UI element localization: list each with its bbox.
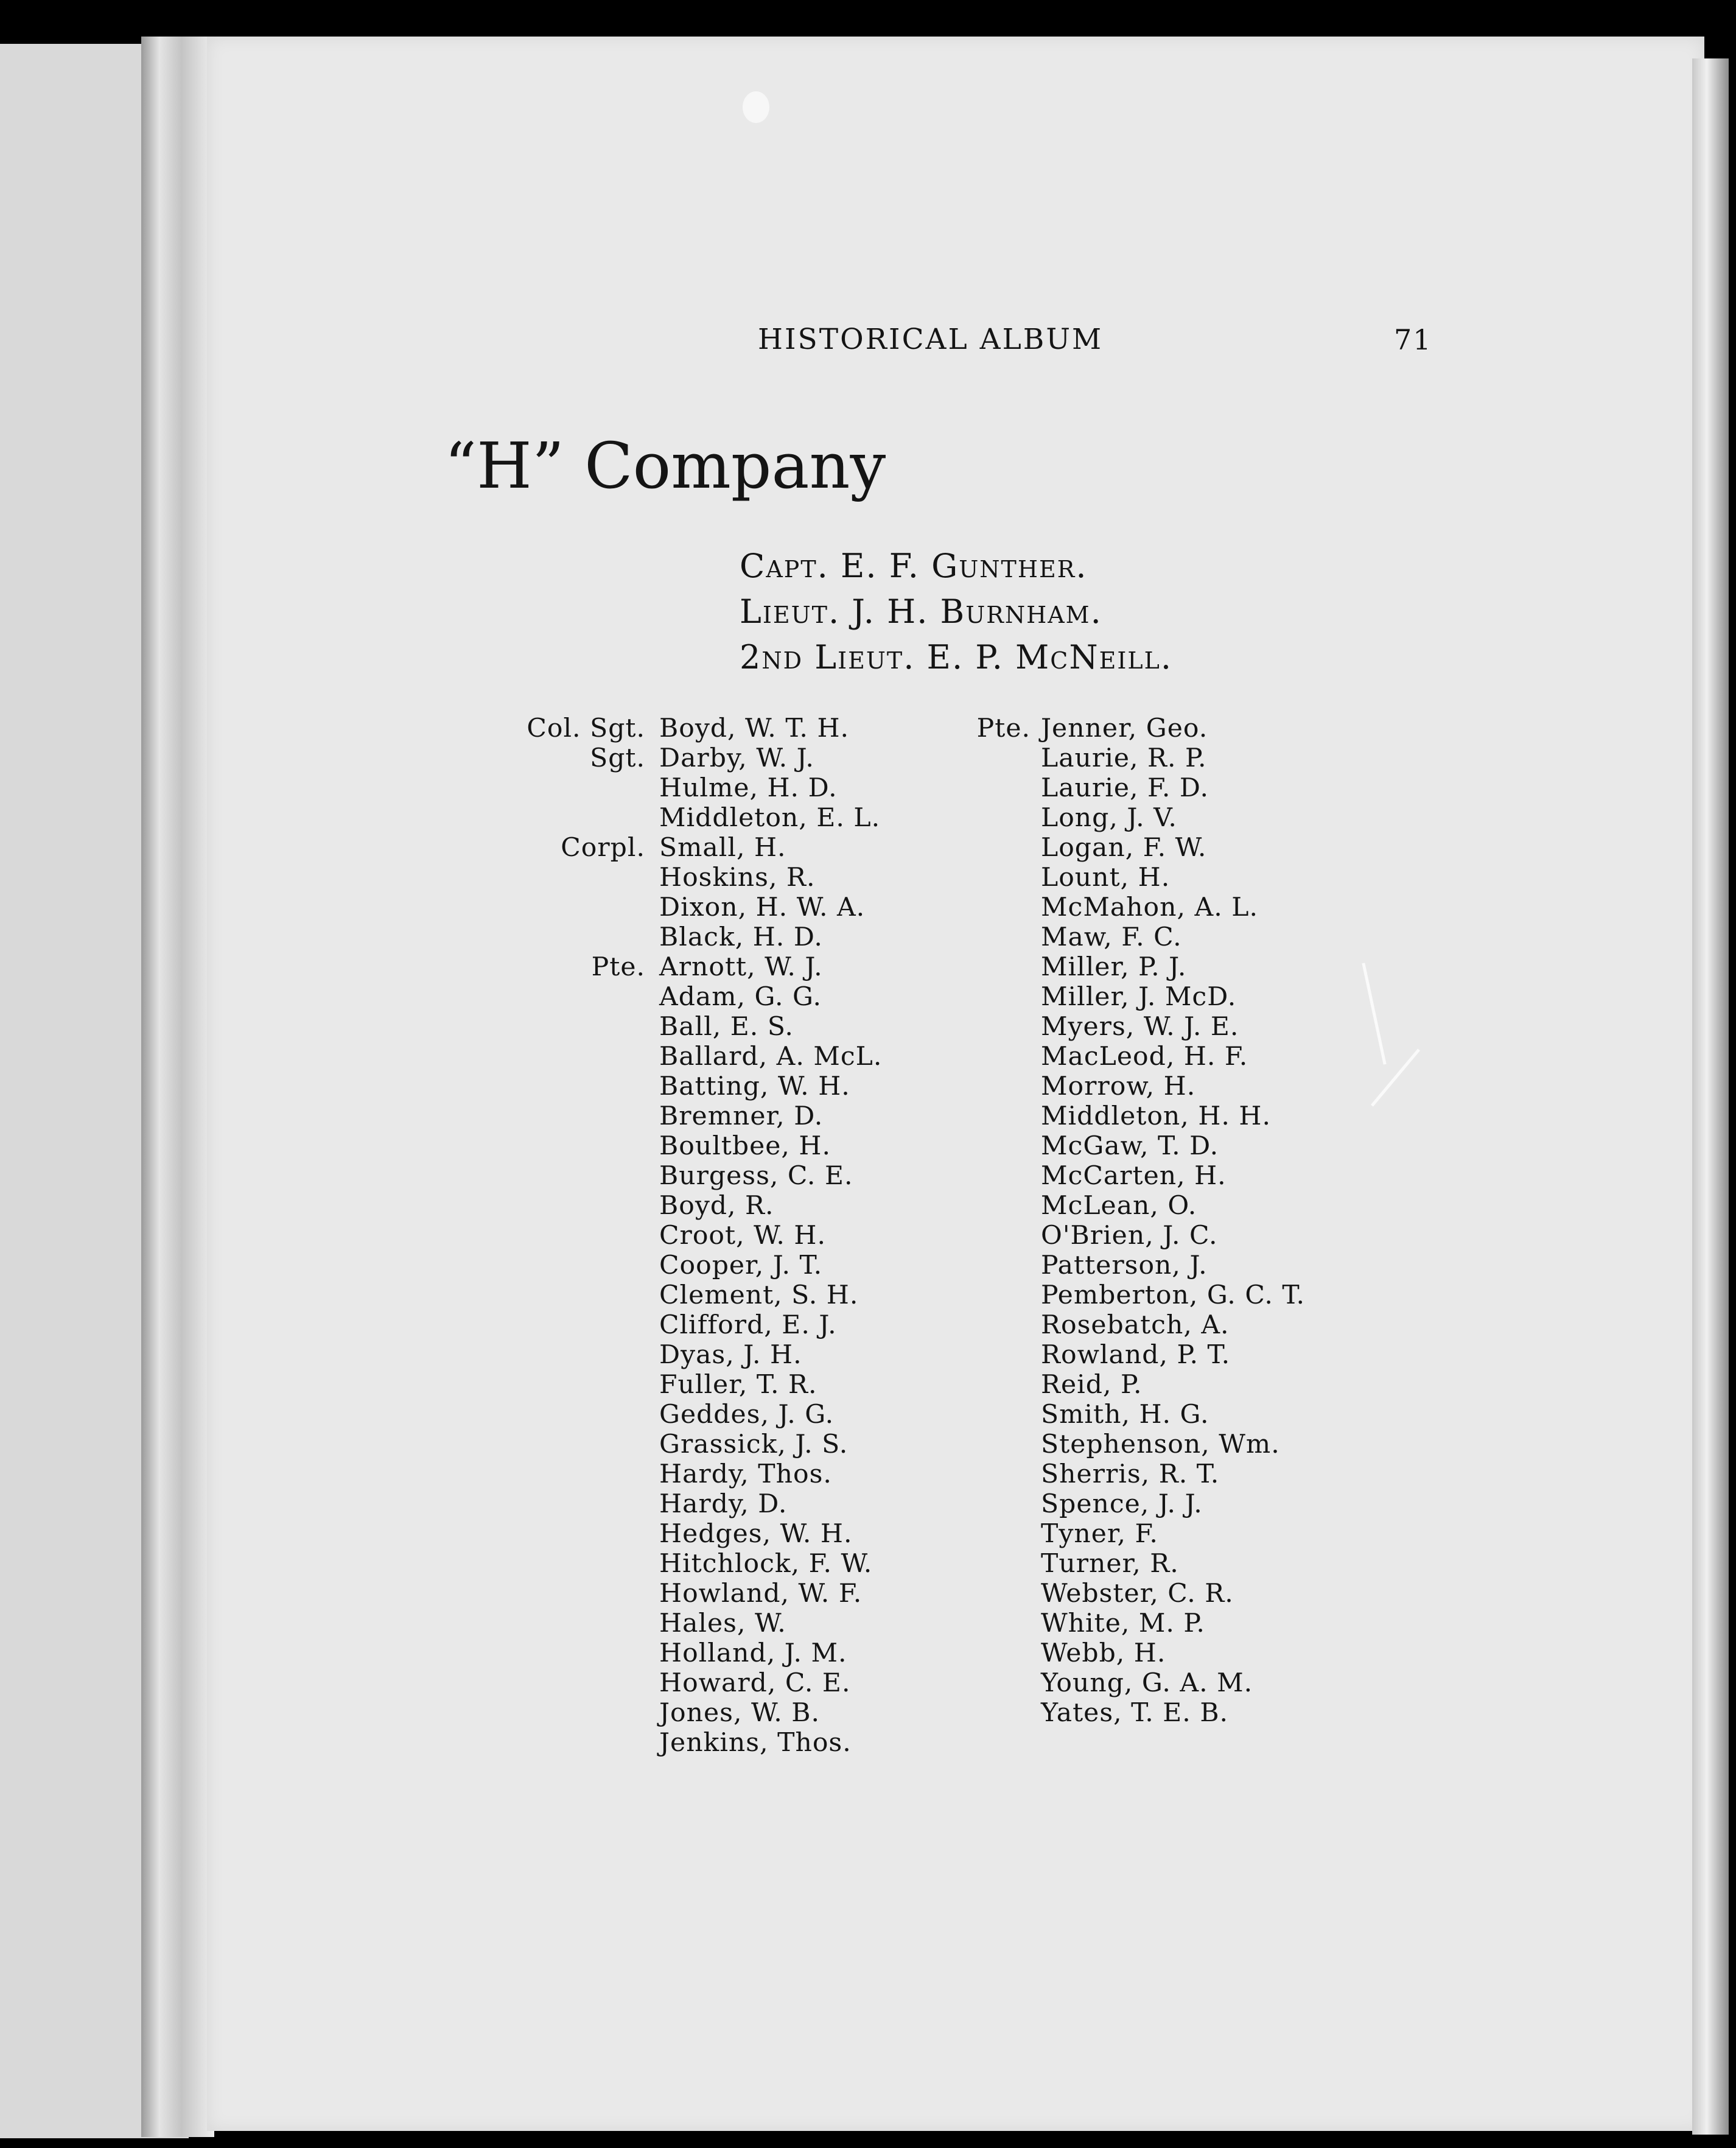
rank-cell [931, 1072, 1031, 1101]
rank-cell [496, 1489, 645, 1519]
soldier-name: Hoskins, R. [659, 863, 816, 893]
rank-cell [931, 803, 1031, 833]
rank-cell [931, 1698, 1031, 1728]
roster-entry [496, 1251, 977, 1280]
rank-cell [496, 1370, 645, 1400]
rank-cell [931, 773, 1031, 803]
rank-cell [931, 1131, 1031, 1161]
roster-entry [496, 1191, 977, 1221]
roster-entry [931, 1101, 1394, 1131]
soldier-name: Adam, G. G. [659, 982, 822, 1012]
soldier-name: Boyd, W. T. H. [659, 714, 850, 743]
rank-cell [496, 863, 645, 893]
rank-label: Pte. [591, 952, 645, 982]
soldier-name: Pemberton, G. C. T. [1041, 1280, 1305, 1310]
page-number: 71 [1394, 323, 1432, 356]
roster-entry [496, 1579, 977, 1609]
roster-entry [931, 1280, 1394, 1310]
roster-entry [496, 773, 977, 803]
rank-cell [496, 803, 645, 833]
rank-cell [931, 1340, 1031, 1370]
rank-cell [931, 893, 1031, 922]
soldier-name: Patterson, J. [1041, 1251, 1208, 1280]
rank-label: Corpl. [561, 833, 645, 863]
roster-entry [496, 1400, 977, 1430]
rank-cell [931, 833, 1031, 863]
rank-cell [496, 1072, 645, 1101]
soldier-name: Webster, C. R. [1041, 1579, 1234, 1609]
soldier-name: McGaw, T. D. [1041, 1131, 1219, 1161]
rank-cell [931, 1370, 1031, 1400]
rank-cell [931, 1221, 1031, 1251]
soldier-name: Morrow, H. [1041, 1072, 1196, 1101]
roster-entry [496, 1489, 977, 1519]
soldier-name: Webb, H. [1041, 1638, 1166, 1668]
rank-cell [496, 1221, 645, 1251]
soldier-name: Howland, W. F. [659, 1579, 863, 1609]
roster-entry [496, 1638, 977, 1668]
roster-entry [496, 743, 977, 773]
soldier-name: Howard, C. E. [659, 1668, 851, 1698]
roster-entry [931, 1221, 1394, 1251]
soldier-name: Middleton, E. L. [659, 803, 881, 833]
soldier-name: Jones, W. B. [659, 1698, 820, 1728]
rank-cell [496, 1251, 645, 1280]
roster-entry [931, 1609, 1394, 1638]
running-title: HISTORICAL ALBUM [758, 323, 1104, 356]
officer-lieutenant: Lieut. J. H. Burnham. [740, 592, 1102, 631]
soldier-name: McMahon, A. L. [1041, 893, 1258, 922]
rank-cell [496, 1400, 645, 1430]
roster-entry [931, 952, 1394, 982]
soldier-name: Miller, P. J. [1041, 952, 1187, 982]
soldier-name: Tyner, F. [1041, 1519, 1158, 1549]
roster-entry [496, 1728, 977, 1758]
roster-entry [496, 922, 977, 952]
soldier-name: Laurie, R. P. [1041, 743, 1207, 773]
roster-entry [931, 743, 1394, 773]
roster-entry [931, 833, 1394, 863]
roster-entry [496, 1609, 977, 1638]
rank-cell [496, 1191, 645, 1221]
rank-cell [496, 1728, 645, 1758]
roster-entry [496, 1012, 977, 1042]
roster-entry [931, 1340, 1394, 1370]
soldier-name: Hardy, D. [659, 1489, 788, 1519]
soldier-name: Dixon, H. W. A. [659, 893, 866, 922]
rank-cell [496, 773, 645, 803]
soldier-name: Turner, R. [1041, 1549, 1179, 1579]
soldier-name: Rowland, P. T. [1041, 1340, 1231, 1370]
soldier-name: Bremner, D. [659, 1101, 824, 1131]
rank-cell [496, 1459, 645, 1489]
roster-entry [931, 1579, 1394, 1609]
rank-cell [496, 1668, 645, 1698]
roster-entry [931, 1370, 1394, 1400]
soldier-name: MacLeod, H. F. [1041, 1042, 1248, 1072]
rank-cell [931, 952, 1031, 982]
rank-cell [496, 1042, 645, 1072]
rank-cell [496, 1161, 645, 1191]
book-gutter [141, 37, 214, 2137]
rank-label: Col. Sgt. [527, 714, 645, 743]
page-title: “H” Company [444, 429, 886, 503]
roster-entry [496, 1340, 977, 1370]
soldier-name: Jenner, Geo. [1041, 714, 1208, 743]
rank-cell [931, 1489, 1031, 1519]
roster-entry [931, 714, 1394, 743]
rank-cell [931, 1280, 1031, 1310]
rank-cell [496, 1340, 645, 1370]
roster-entry [496, 1310, 977, 1340]
rank-cell [496, 952, 645, 982]
rank-cell [931, 1042, 1031, 1072]
roster-entry [496, 1072, 977, 1101]
roster-entry [496, 1549, 977, 1579]
roster-entry [931, 1638, 1394, 1668]
roster-column-right [931, 714, 1394, 1728]
rank-cell [931, 1012, 1031, 1042]
roster-entry [931, 1012, 1394, 1042]
soldier-name: Clifford, E. J. [659, 1310, 837, 1340]
soldier-name: Smith, H. G. [1041, 1400, 1209, 1430]
soldier-name: Boyd, R. [659, 1191, 774, 1221]
rank-cell [496, 833, 645, 863]
officer-second-lieutenant: 2nd Lieut. E. P. McNeill. [740, 638, 1173, 676]
rank-cell [931, 714, 1031, 743]
soldier-name: Cooper, J. T. [659, 1251, 823, 1280]
rank-cell [931, 1161, 1031, 1191]
roster-entry [931, 1131, 1394, 1161]
soldier-name: Dyas, J. H. [659, 1340, 802, 1370]
soldier-name: Hulme, H. D. [659, 773, 838, 803]
rank-cell [931, 922, 1031, 952]
soldier-name: Ball, E. S. [659, 1012, 794, 1042]
roster-entry [496, 714, 977, 743]
rank-cell [496, 1549, 645, 1579]
soldier-name: Young, G. A. M. [1041, 1668, 1253, 1698]
rank-cell [496, 1101, 645, 1131]
roster-entry [496, 1131, 977, 1161]
soldier-name: Stephenson, Wm. [1041, 1430, 1280, 1459]
rank-cell [496, 922, 645, 952]
rank-cell [496, 982, 645, 1012]
rank-cell [931, 1638, 1031, 1668]
roster-entry [931, 1161, 1394, 1191]
roster-entry [931, 1430, 1394, 1459]
roster-entry [931, 803, 1394, 833]
roster-entry [931, 1549, 1394, 1579]
roster-entry [496, 1459, 977, 1489]
soldier-name: Spence, J. J. [1041, 1489, 1203, 1519]
page-edge [1692, 58, 1729, 2135]
rank-cell [496, 893, 645, 922]
rank-cell [931, 1459, 1031, 1489]
soldier-name: Hales, W. [659, 1609, 786, 1638]
roster-column-left [496, 714, 977, 1758]
soldier-name: Boultbee, H. [659, 1131, 831, 1161]
roster-entry [931, 1489, 1394, 1519]
soldier-name: Croot, W. H. [659, 1221, 826, 1251]
rank-cell [496, 1012, 645, 1042]
soldier-name: Hitchlock, F. W. [659, 1549, 873, 1579]
soldier-name: Yates, T. E. B. [1041, 1698, 1229, 1728]
rank-cell [496, 1310, 645, 1340]
roster-entry [496, 803, 977, 833]
roster-entry [931, 1698, 1394, 1728]
roster-entry [931, 1400, 1394, 1430]
rank-label: Sgt. [590, 743, 645, 773]
soldier-name: Maw, F. C. [1041, 922, 1182, 952]
soldier-name: Fuller, T. R. [659, 1370, 817, 1400]
officer-captain: Capt. E. F. Gunther. [740, 547, 1088, 585]
soldier-name: Laurie, F. D. [1041, 773, 1209, 803]
roster-entry [931, 1310, 1394, 1340]
roster-entry [496, 982, 977, 1012]
rank-cell [931, 1668, 1031, 1698]
rank-cell [496, 1609, 645, 1638]
soldier-name: Myers, W. J. E. [1041, 1012, 1239, 1042]
soldier-name: Small, H. [659, 833, 786, 863]
soldier-name: Jenkins, Thos. [659, 1728, 852, 1758]
rank-cell [496, 1698, 645, 1728]
rank-cell [931, 1251, 1031, 1280]
soldier-name: Hedges, W. H. [659, 1519, 853, 1549]
rank-cell [496, 1579, 645, 1609]
rank-cell [931, 1400, 1031, 1430]
soldier-name: Reid, P. [1041, 1370, 1143, 1400]
soldier-name: Arnott, W. J. [659, 952, 823, 982]
rank-cell [931, 1310, 1031, 1340]
roster-entry [496, 1101, 977, 1131]
roster-entry [496, 1519, 977, 1549]
rank-cell [931, 982, 1031, 1012]
soldier-name: Darby, W. J. [659, 743, 814, 773]
roster-entry [496, 1161, 977, 1191]
soldier-name: Batting, W. H. [659, 1072, 850, 1101]
roster-entry [931, 1072, 1394, 1101]
soldier-name: Sherris, R. T. [1041, 1459, 1220, 1489]
soldier-name: White, M. P. [1041, 1609, 1205, 1638]
roster-entry [496, 1698, 977, 1728]
roster-entry [496, 1370, 977, 1400]
roster-entry [931, 1668, 1394, 1698]
soldier-name: Black, H. D. [659, 922, 823, 952]
paper-blemish [743, 91, 769, 123]
rank-cell [931, 1430, 1031, 1459]
rank-cell [496, 1638, 645, 1668]
soldier-name: Ballard, A. McL. [659, 1042, 883, 1072]
roster-entry [931, 1459, 1394, 1489]
rank-cell [931, 1579, 1031, 1609]
roster-entry [496, 952, 977, 982]
rank-cell [496, 743, 645, 773]
soldier-name: Burgess, C. E. [659, 1161, 853, 1191]
roster-entry [931, 773, 1394, 803]
soldier-name: Grassick, J. S. [659, 1430, 849, 1459]
roster-entry [496, 1042, 977, 1072]
roster-entry [931, 1042, 1394, 1072]
rank-cell [931, 1101, 1031, 1131]
soldier-name: Logan, F. W. [1041, 833, 1207, 863]
roster-entry [931, 1251, 1394, 1280]
rank-cell [496, 1280, 645, 1310]
rank-cell [496, 1430, 645, 1459]
soldier-name: McCarten, H. [1041, 1161, 1227, 1191]
roster-entry [496, 1221, 977, 1251]
soldier-name: Geddes, J. G. [659, 1400, 835, 1430]
soldier-name: Hardy, Thos. [659, 1459, 832, 1489]
rank-label: Pte. [976, 714, 1031, 743]
roster-entry [496, 863, 977, 893]
rank-cell [496, 1131, 645, 1161]
soldier-name: O'Brien, J. C. [1041, 1221, 1218, 1251]
rank-cell [931, 1549, 1031, 1579]
roster-entry [931, 1191, 1394, 1221]
soldier-name: Miller, J. McD. [1041, 982, 1237, 1012]
soldier-name: Rosebatch, A. [1041, 1310, 1230, 1340]
soldier-name: Middleton, H. H. [1041, 1101, 1271, 1131]
roster-entry [496, 833, 977, 863]
roster-entry [931, 893, 1394, 922]
roster-entry [931, 863, 1394, 893]
soldier-name: Holland, J. M. [659, 1638, 847, 1668]
rank-cell [496, 1519, 645, 1549]
roster-entry [496, 1430, 977, 1459]
rank-cell [931, 863, 1031, 893]
roster-entry [931, 982, 1394, 1012]
roster-entry [496, 893, 977, 922]
rank-cell [931, 743, 1031, 773]
roster-entry [931, 922, 1394, 952]
roster-entry [496, 1280, 977, 1310]
rank-cell [496, 714, 645, 743]
rank-cell [931, 1609, 1031, 1638]
soldier-name: McLean, O. [1041, 1191, 1197, 1221]
roster-entry [931, 1519, 1394, 1549]
soldier-name: Long, J. V. [1041, 803, 1177, 833]
roster-entry [496, 1668, 977, 1698]
soldier-name: Clement, S. H. [659, 1280, 859, 1310]
rank-cell [931, 1191, 1031, 1221]
soldier-name: Lount, H. [1041, 863, 1171, 893]
rank-cell [931, 1519, 1031, 1549]
